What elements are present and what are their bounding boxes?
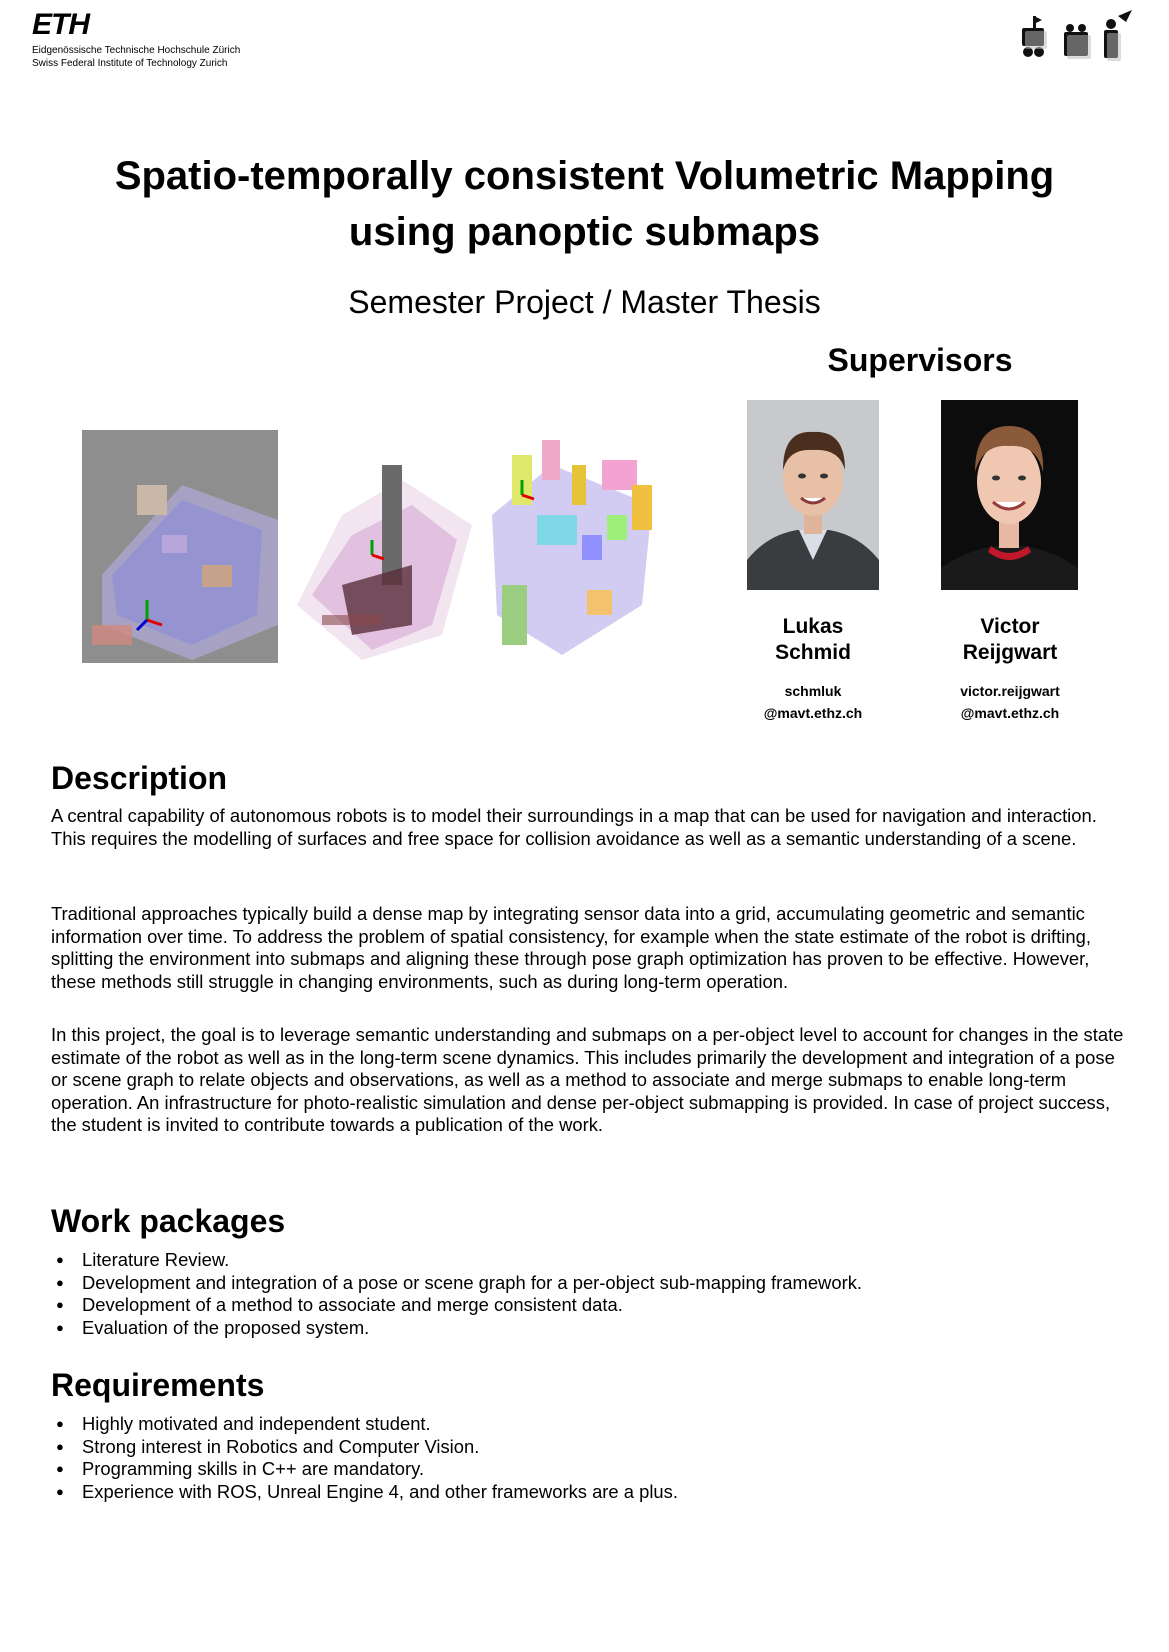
description-paragraph-3: In this project, the goal is to leverage semantic understanding and submaps on a per-object level to account for changes in the state estimate of the robot as well as in the long-term scene dynamics. This includes primarily the development and integration of a pose or scene graph to relate objects and observations, as well as a method to associate and merge submaps to enable long-term operation. An infrastructure for photo-realistic simulation and dense per-object submapping is provided. In case of project success, the student is invited to contribute towards a publication of the work. [51, 1024, 1124, 1135]
work-packages-heading: Work packages [51, 1203, 286, 1239]
supervisor-last-name: Schmid [775, 641, 851, 664]
supervisor-photo-victor [941, 400, 1078, 590]
description-paragraph-1: A central capability of autonomous robots is to model their surroundings in a map that can be used for navigation and interaction. This requires the modelling of surfaces and free space for collision avoidance as well as a semantic understanding of a scene. [51, 805, 1097, 849]
description-heading: Description [51, 760, 228, 796]
list-item: ● Development and integration of a pose or scene graph for a per-object sub-mapping framework. [56, 1272, 862, 1295]
requirements-list [56, 1413, 678, 1503]
figure-panel-rendered-scene [82, 430, 278, 663]
list-item: ● Evaluation of the proposed system. [56, 1317, 862, 1340]
eth-logo-text: ETH [32, 8, 89, 41]
requirements-heading: Requirements [51, 1367, 265, 1403]
work-packages-list [56, 1249, 862, 1339]
description-paragraph-2: Traditional approaches typically build a dense map by integrating sensor data into a grid, accumulating geometric and semantic information over time. To address the problem of spatial consistency, for example when the state estimate of the robot is drifting, splitting the environment into submaps and aligning these through pose graph optimization has proven to be effective. However, these methods still struggle in changing environments, such as during long-term operation. [51, 903, 1091, 992]
figure-panel-panoptic-submaps [478, 425, 682, 663]
supervisor-name-lukas [713, 614, 913, 666]
supervisor-email-lukas[interactable] [713, 680, 913, 724]
eth-logo [32, 10, 240, 70]
email-domain: @mavt.ethz.ch [763, 705, 863, 721]
supervisor-last-name: Reijgwart [962, 641, 1058, 664]
list-item: ● Development of a method to associate and merge consistent data. [56, 1294, 862, 1317]
supervisor-photo-lukas [747, 400, 879, 590]
eth-logo-line1: Eidgenössische Technische Hochschule Zürich [32, 45, 241, 56]
list-item: ● Experience with ROS, Unreal Engine 4, and other frameworks are a plus. [56, 1481, 678, 1504]
supervisors-heading: Supervisors [827, 342, 1013, 378]
supervisor-email-victor[interactable] [910, 680, 1110, 724]
page-subtitle: Semester Project / Master Thesis [348, 284, 821, 320]
list-item: ● Highly motivated and independent student. [56, 1413, 678, 1436]
supervisor-first-name: Lukas [782, 615, 844, 638]
list-item: ● Literature Review. [56, 1249, 862, 1272]
list-item: ● Strong interest in Robotics and Computer Vision. [56, 1436, 678, 1459]
email-user: schmluk [784, 683, 842, 699]
supervisor-first-name: Victor [980, 615, 1040, 638]
supervisor-name-victor [910, 614, 1110, 666]
email-user: victor.reijgwart [960, 683, 1060, 699]
email-domain: @mavt.ethz.ch [960, 705, 1060, 721]
list-item: ● Programming skills in C++ are mandatory. [56, 1458, 678, 1481]
figure-panel-observations [280, 425, 476, 663]
asl-robots-logo-icon [1022, 8, 1142, 64]
eth-logo-line2: Swiss Federal Institute of Technology Zurich [32, 58, 228, 69]
page-title [0, 148, 1169, 260]
volumetric-map-figure [82, 425, 682, 665]
title-line1: Spatio-temporally consistent Volumetric Mapping [114, 154, 1055, 198]
title-line2: using panoptic submaps [348, 210, 821, 254]
